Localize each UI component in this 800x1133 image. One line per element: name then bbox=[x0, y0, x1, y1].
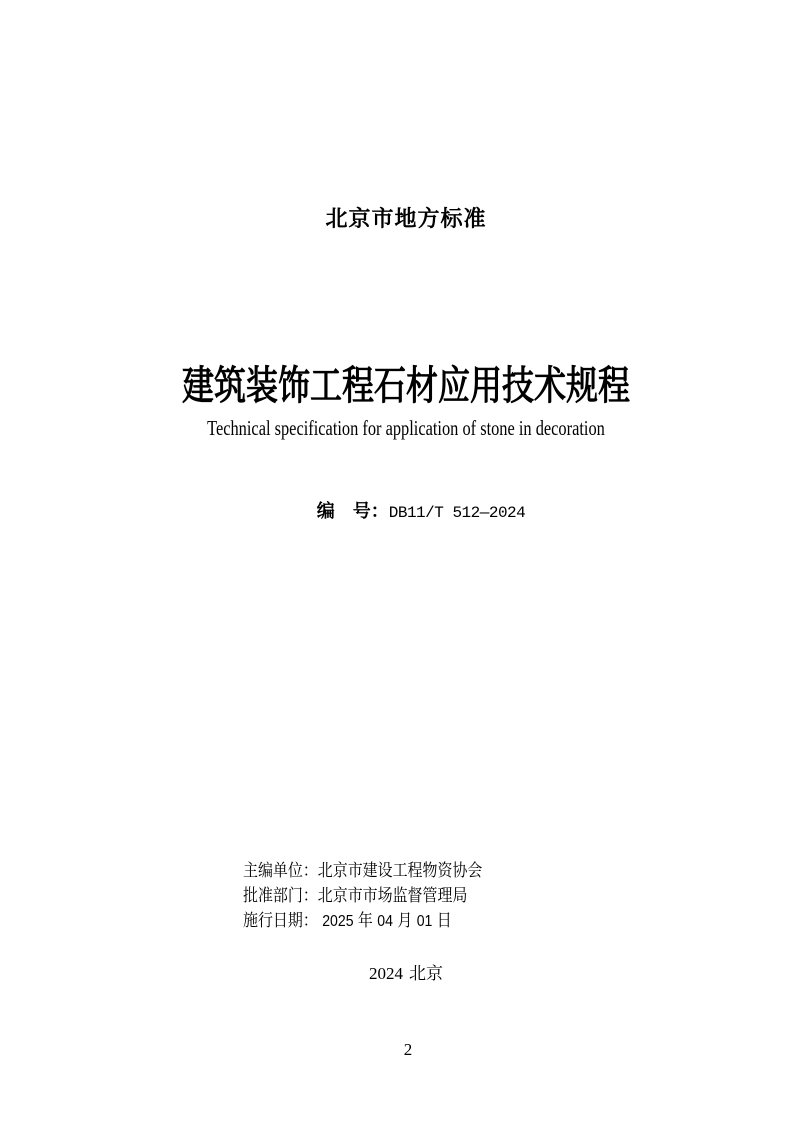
implementation-month-unit: 月 bbox=[397, 911, 413, 930]
implementation-date-row bbox=[243, 908, 482, 934]
standard-code-inner bbox=[317, 500, 526, 524]
document-title-en: Technical specification for application of stone in decoration bbox=[207, 416, 605, 440]
implementation-month: 04 bbox=[377, 913, 393, 930]
chief-editor-label: 主编单位： bbox=[243, 861, 318, 880]
implementation-day: 01 bbox=[416, 913, 433, 930]
document-title-en-wrap bbox=[6, 415, 800, 442]
standard-code-label: 编 号： bbox=[316, 501, 389, 521]
standard-code-value: DB11/T 512—2024 bbox=[388, 504, 526, 522]
implementation-day-unit: 日 bbox=[436, 911, 452, 930]
chief-editor-value: 北京市建设工程物资协会 bbox=[317, 861, 483, 880]
document-title-zh: 建筑装饰工程石材应用技术规程 bbox=[182, 364, 630, 408]
publication-year-city bbox=[6, 963, 800, 985]
publication-year: 2024 bbox=[369, 964, 403, 983]
implementation-date-label: 施行日期： bbox=[243, 911, 318, 930]
approval-department-value: 北京市市场监督管理局 bbox=[317, 886, 468, 905]
approval-department-label: 批准部门： bbox=[243, 886, 318, 905]
implementation-year-unit: 年 bbox=[357, 911, 373, 930]
document-title-zh-wrap bbox=[6, 363, 800, 409]
approval-department-row bbox=[243, 883, 482, 908]
standard-category-label: 北京市地方标准 bbox=[325, 206, 487, 231]
page-number: 2 bbox=[403, 1040, 413, 1059]
standard-code-line bbox=[0, 500, 800, 524]
publication-info-block bbox=[243, 858, 482, 934]
publication-city: 北京 bbox=[409, 964, 443, 983]
implementation-year: 2025 bbox=[322, 913, 354, 930]
chief-editor-row bbox=[243, 858, 482, 883]
